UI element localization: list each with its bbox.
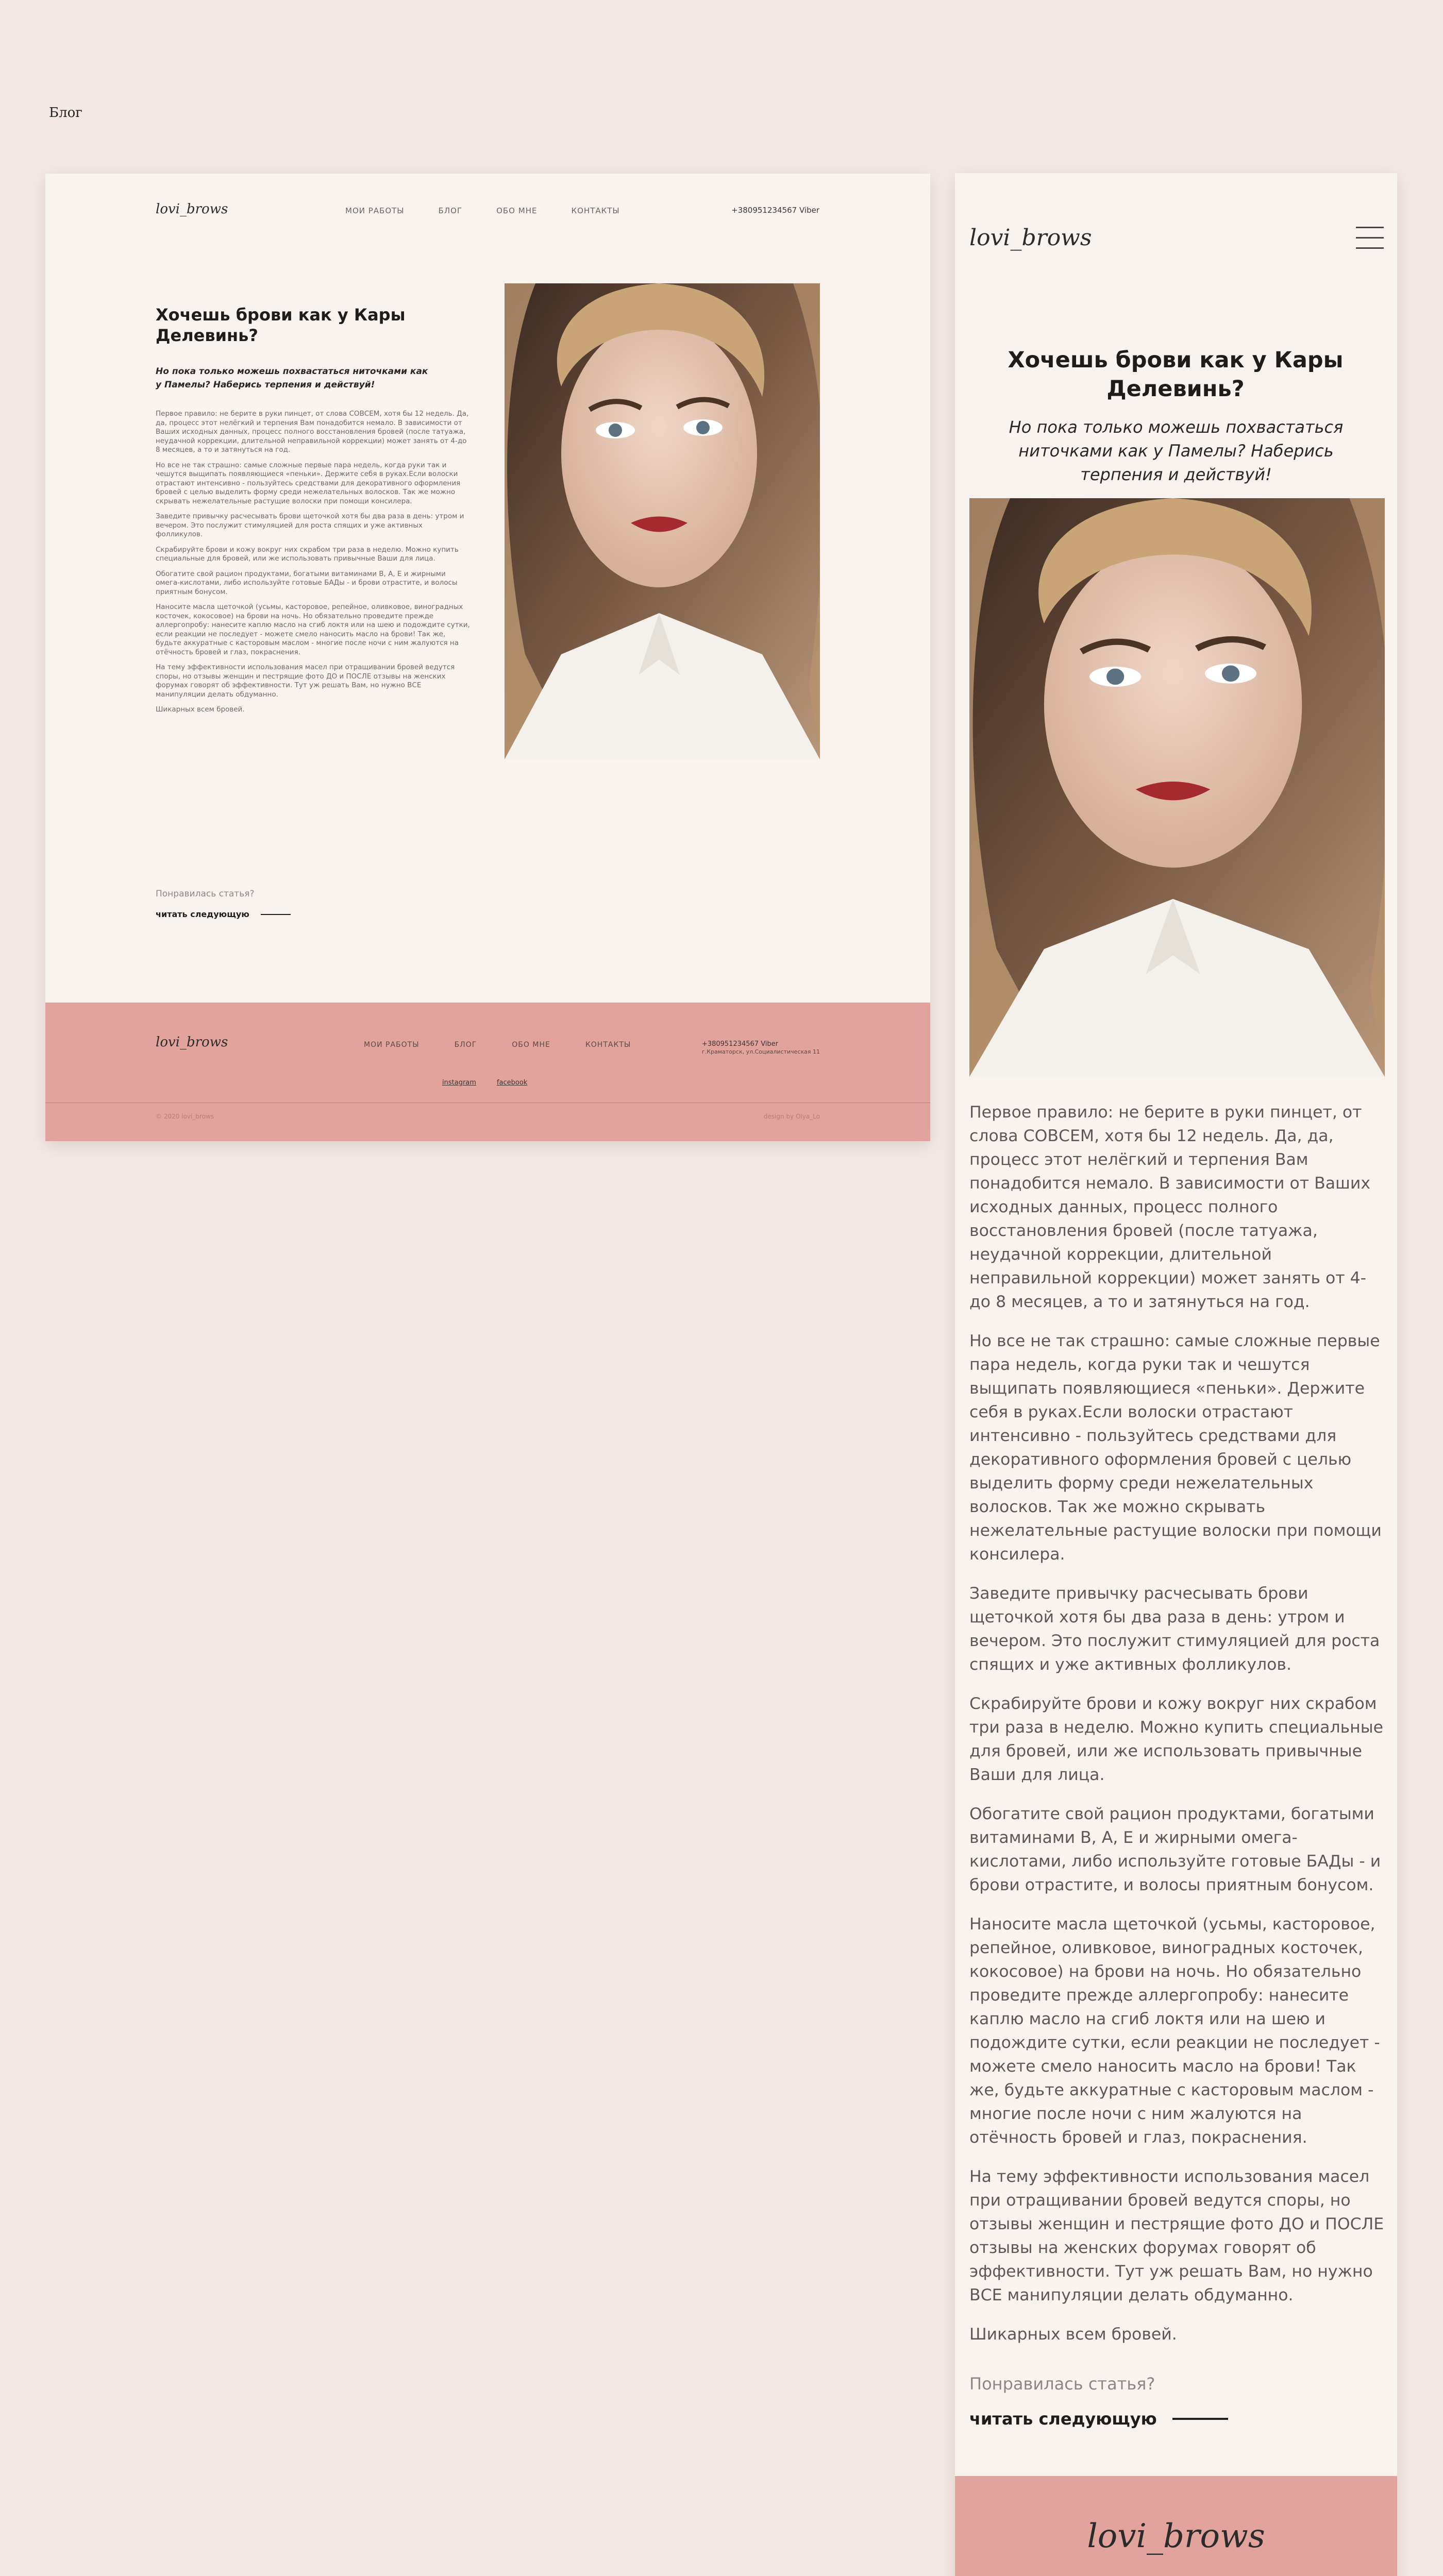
article-paragraph: Шикарных всем бровей. (969, 2325, 1177, 2344)
desktop-mockup (45, 174, 930, 1141)
footer-contact (702, 1040, 820, 1056)
article-paragraph: На тему эффективности использования масел при отращивании бровей ведутся споры, но отзывы женщин и пестрящие фото ДО и ПОСЛЕ отзывы на женских форумах говорят об эффективности. Тут уж решать Вам, но нужно ВСЕ манипуляции делать обдуманно. (969, 2167, 1384, 2304)
article-paragraph: Заведите привычку расчесывать брови щеточкой хотя бы два раза в день: утром и вечером. Это послужит стимуляцией для роста спящих и уже активных фолликулов. (969, 1584, 1380, 1674)
nav-item-blog[interactable]: БЛОГ (438, 206, 463, 215)
desktop-footer (45, 1003, 930, 1141)
copyright: © 2020 lovi_brows (156, 1113, 214, 1120)
article-subtitle: Но пока только можешь похвастаться ниточками как у Памелы? Наберись терпения и действуй! (156, 366, 428, 390)
footer-nav-blog[interactable]: БЛОГ (454, 1041, 477, 1049)
article-paragraph: Наносите масла щеточкой (усьмы, касторовое, репейное, оливковое, виноградных косточек, кокосовое) на брови на ночь. Но обязательно проведите прежде аллергопробу: нанесите каплю масло на сгиб локтя или на шею и подождите сутки, если реакции не последует - можете смело наносить масло на брови! Так же, будьте аккуратные с касторовым маслом - многие после ночи с ним жалуются на отёчность бровей и глаз, покраснения. (156, 603, 470, 656)
mobile-footer (955, 2476, 1397, 2576)
article-paragraph: Обогатите свой рацион продуктами, богатыми витаминами В, А, Е и жирными омега-кислотами, либо используйте готовые БАДы - и брови отрастите, и волосы приятным бонусом. (156, 569, 458, 596)
mobile-footer-logo[interactable]: lovi_brows (1087, 2517, 1265, 2555)
mobile-liked-question: Понравилась статья? (969, 2374, 1155, 2394)
mobile-article-body (969, 1100, 1386, 2362)
article-paragraph: Шикарных всем бровей. (156, 705, 245, 714)
liked-question: Понравилась статья? (156, 889, 255, 899)
logo[interactable]: lovi_brows (156, 201, 228, 217)
article-paragraph: Первое правило: не берите в руки пинцет, от слова СОВСЕМ, хотя бы 12 недель. Да, да, процесс этот нелёгкий и терпения Вам понадобится немало. В зависимости от Ваших исходных данных, процесс полного восстановления бровей (после татуажа, неудачной коррекции, длительной неправильной коррекции) может занять от 4-до 8 месяцев, а то и затянуться на год. (969, 1103, 1370, 1311)
nav-item-about[interactable]: ОБО МНЕ (496, 206, 538, 215)
arrow-line-icon (1172, 2418, 1228, 2420)
nav-item-contacts[interactable]: КОНТАКТЫ (571, 206, 620, 215)
design-credit: design by Olya_Lo (763, 1113, 820, 1120)
footer-nav-about[interactable]: ОБО МНЕ (512, 1041, 550, 1049)
article-paragraph: На тему эффективности использования масел при отращивании бровей ведутся споры, но отзывы женщин и пестрящие фото ДО и ПОСЛЕ отзывы на женских форумах говорят об эффективности. Тут уж решать Вам, но нужно ВСЕ манипуляции делать обдуманно. (156, 663, 455, 699)
mobile-read-next-link[interactable] (969, 2409, 1228, 2429)
footer-social (442, 1079, 527, 1087)
article-paragraph: Скрабируйте брови и кожу вокруг них скрабом три раза в неделю. Можно купить специальные для бровей, или же использовать привычные Ваши для лица. (969, 1694, 1384, 1784)
article-paragraph: Но все не так страшно: самые сложные первые пара недель, когда руки так и чешутся выщипать появляющиеся «пеньки». Держите себя в руках.Если волоски отрастают интенсивно - пользуйтесь средствами для декоративного оформления бровей с целью выделить форму среди нежелательных волосков. Так же можно скрывать нежелательные растущие волоски при помощи консилера. (969, 1332, 1382, 1564)
facebook-link[interactable]: facebook (496, 1079, 528, 1087)
footer-logo[interactable]: lovi_brows (156, 1035, 228, 1050)
footer-nav (364, 1041, 666, 1049)
footer-phone[interactable]: +380951234567 Viber (701, 1040, 779, 1048)
read-next-link[interactable] (156, 909, 291, 919)
footer-nav-works[interactable]: МОИ РАБОТЫ (364, 1041, 420, 1049)
mobile-article-title: Хочешь брови как у Кары Делевинь? (1008, 347, 1344, 402)
footer-nav-contacts[interactable]: КОНТАКТЫ (585, 1041, 631, 1049)
page-label: Блог (49, 105, 82, 121)
article-paragraph: Скрабируйте брови и кожу вокруг них скрабом три раза в неделю. Можно купить специальные для бровей, или же использовать привычные Ваши для лица. (156, 545, 459, 563)
article-paragraph: Заведите привычку расчесывать брови щеточкой хотя бы два раза в день: утром и вечером. Это послужит стимуляцией для роста спящих и уже активных фолликулов. (156, 512, 464, 538)
read-next-label: читать следующую (969, 2409, 1157, 2429)
desktop-header (45, 174, 930, 251)
article-paragraph: Первое правило: не берите в руки пинцет, от слова СОВСЕМ, хотя бы 12 недель. Да, да, процесс этот нелёгкий и терпения Вам понадобится немало. В зависимости от Ваших исходных данных, процесс полного восстановления бровей (после татуажа, неудачной коррекции, длительной неправильной коррекции) может занять от 4-до 8 месяцев, а то и затянуться на год. (156, 410, 469, 454)
mobile-logo[interactable]: lovi_brows (969, 225, 1092, 251)
desktop-nav (345, 206, 654, 215)
article-body (156, 410, 470, 721)
mobile-article-subtitle: Но пока только можешь похвастаться ниточками как у Памелы? Наберись терпения и действуй! (1009, 417, 1344, 484)
read-next-label: читать следующую (156, 909, 249, 919)
article-paragraph: Обогатите свой рацион продуктами, богатыми витаминами В, А, Е и жирными омега-кислотами, либо используйте готовые БАДы - и брови отрастите, и волосы приятным бонусом. (969, 1805, 1381, 1894)
article-paragraph: Наносите масла щеточкой (усьмы, касторовое, репейное, оливковое, виноградных косточек, кокосовое) на брови на ночь. Но обязательно проведите прежде аллергопробу: нанесите каплю масло на сгиб локтя или на шею и подождите сутки, если реакции не последует - можете смело наносить масло на брови! Так же, будьте аккуратные с касторовым маслом - многие после ночи с ним жалуются на отёчность бровей и глаз, покраснения. (969, 1915, 1380, 2147)
mobile-article-photo (969, 498, 1385, 1077)
article-photo (505, 283, 820, 759)
instagram-link[interactable]: instagram (442, 1079, 476, 1087)
mobile-mockup (955, 173, 1397, 2576)
header-phone[interactable]: +380951234567 Viber (731, 206, 819, 215)
footer-address: г.Краматорск, ул.Социалистическая 11 (701, 1048, 820, 1055)
article-title: Хочешь брови как у Кары Делевинь? (156, 305, 406, 345)
arrow-line-icon (261, 914, 291, 915)
nav-item-works[interactable]: МОИ РАБОТЫ (345, 206, 405, 215)
hamburger-menu-icon[interactable] (1356, 227, 1384, 250)
article-paragraph: Но все не так страшно: самые сложные первые пара недель, когда руки так и чешутся выщипать появляющиеся «пеньки». Держите себя в руках.Если волоски отрастают интенсивно - пользуйтесь средствами для декоративного оформления бровей с целью выделить форму среди нежелательных волосков. Так же можно скрывать нежелательные растущие волоски при помощи консилера. (156, 461, 461, 505)
